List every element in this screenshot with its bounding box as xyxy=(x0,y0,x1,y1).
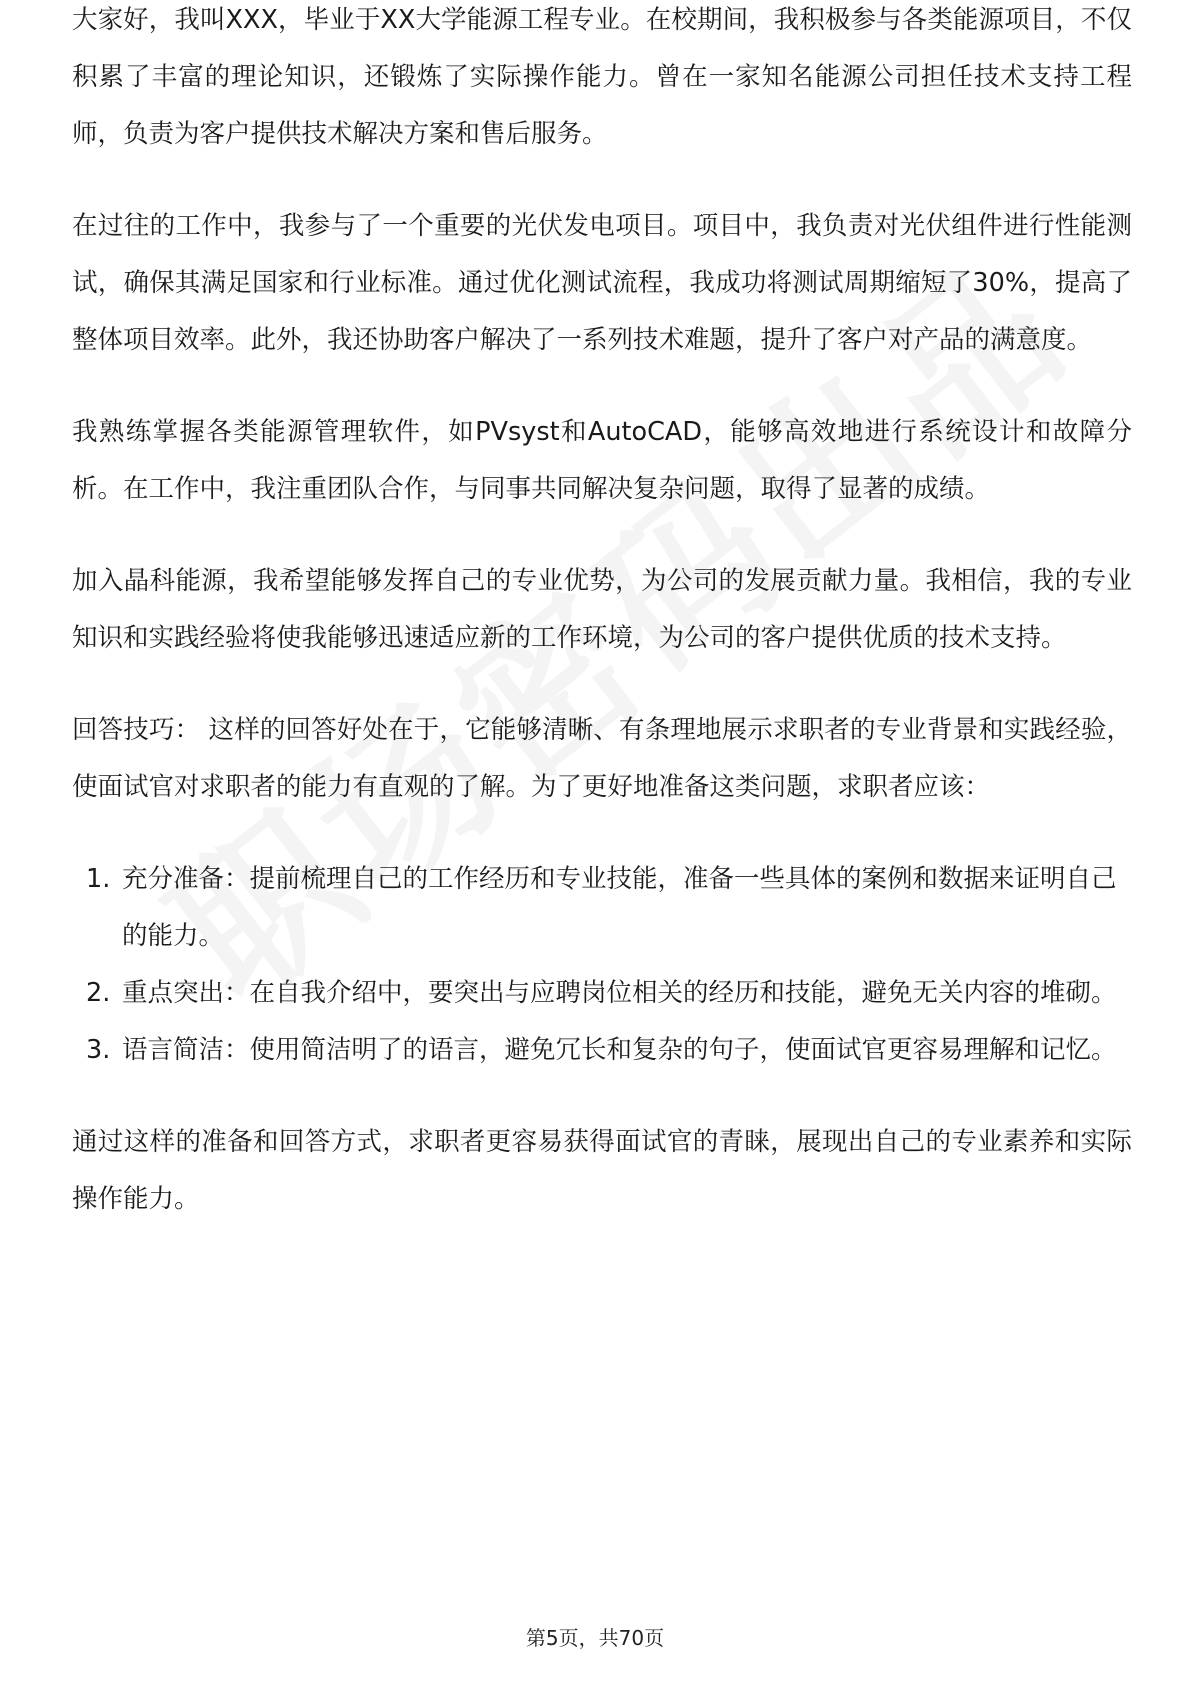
list-text: 充分准备：提前梳理自己的工作经历和专业技能，准备一些具体的案例和数据来证明自己的能力。 xyxy=(122,864,1117,951)
list-text: 重点突出：在自我介绍中，要突出与应聘岗位相关的经历和技能，避免无关内容的堆砌。 xyxy=(122,978,1117,1008)
list-text: 语言简洁：使用简洁明了的语言，避免冗长和复杂的句子，使面试官更容易理解和记忆。 xyxy=(122,1035,1117,1065)
page-content xyxy=(72,5,1132,1228)
list-number: 3. xyxy=(86,1035,111,1065)
paragraph-motivation: 加入晶科能源，我希望能够发挥自己的专业优势，为公司的发展贡献力量。我相信，我的专业知识和实践经验将使我能够迅速适应新的工作环境，为公司的客户提供优质的技术支持。 xyxy=(72,566,1132,653)
paragraph-intro: 大家好，我叫XXX，毕业于XX大学能源工程专业。在校期间，我积极参与各类能源项目，不仅积累了丰富的理论知识，还锻炼了实际操作能力。曾在一家知名能源公司担任技术支持工程师，负责为客户提供技术解决方案和售后服务。 xyxy=(72,5,1132,149)
tips-list xyxy=(72,851,1132,1079)
paragraph-conclusion: 通过这样的准备和回答方式，求职者更容易获得面试官的青睐，展现出自己的专业素养和实际操作能力。 xyxy=(72,1127,1132,1214)
list-number: 1. xyxy=(86,864,111,894)
paragraph-skills: 我熟练掌握各类能源管理软件，如PVsyst和AutoCAD，能够高效地进行系统设计和故障分析。在工作中，我注重团队合作，与同事共同解决复杂问题，取得了显著的成绩。 xyxy=(72,417,1132,504)
list-number: 2. xyxy=(86,978,111,1008)
paragraph-project: 在过往的工作中，我参与了一个重要的光伏发电项目。项目中，我负责对光伏组件进行性能测试，确保其满足国家和行业标准。通过优化测试流程，我成功将测试周期缩短了30%，提高了整体项目效率。此外，我还协助客户解决了一系列技术难题，提升了客户对产品的满意度。 xyxy=(72,211,1132,355)
paragraph-answer-tips: 回答技巧： 这样的回答好处在于，它能够清晰、有条理地展示求职者的专业背景和实践经验，使面试官对求职者的能力有直观的了解。为了更好地准备这类问题，求职者应该： xyxy=(72,715,1132,802)
list-item xyxy=(72,1022,1132,1079)
list-item xyxy=(72,851,1132,965)
page-number: 第5页，共70页 xyxy=(525,1626,665,1650)
list-item xyxy=(72,965,1132,1022)
